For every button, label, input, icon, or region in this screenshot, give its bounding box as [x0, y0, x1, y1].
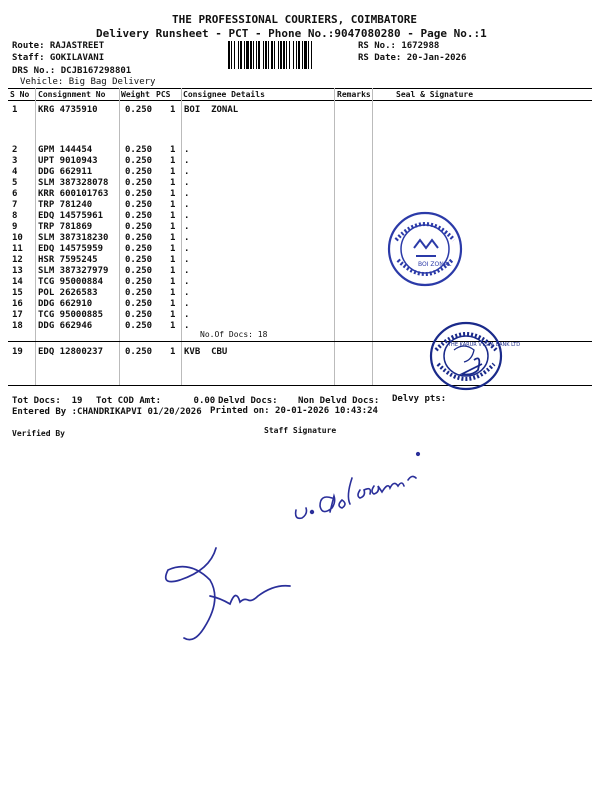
row-pcs: 1	[170, 211, 176, 221]
col-pcs: PCS	[156, 90, 171, 99]
row-sno: 4	[12, 167, 18, 177]
row-sno: 3	[12, 156, 18, 166]
row-sno: 5	[12, 178, 18, 188]
table-row	[0, 321, 600, 332]
row-consignment-no: DDG 662946	[38, 321, 93, 331]
row-consignment-no: KRR 600101763	[38, 189, 109, 199]
row-consignment-no: DDG 662910	[38, 299, 93, 309]
company-title: THE PROFESSIONAL COURIERS, COIMBATORE	[172, 13, 418, 26]
row-sno: 6	[12, 189, 18, 199]
row-weight: 0.250	[125, 233, 153, 243]
verified-by-label: Verified By	[12, 429, 65, 438]
table-row	[0, 233, 600, 244]
staff-label: Staff: GOKILAVANI	[12, 53, 105, 63]
table-row	[0, 255, 600, 266]
non-delivered-docs: Non Delvd Docs:	[298, 396, 380, 406]
row-consignee: .	[184, 211, 190, 221]
printed-on: Printed on: 20-01-2026 10:43:24	[210, 406, 378, 416]
col-sno: S No	[10, 90, 30, 99]
row-weight: 0.250	[125, 288, 153, 298]
row-consignee: .	[184, 244, 190, 254]
row-consignee: .	[184, 189, 190, 199]
table-row	[0, 222, 600, 233]
row-consignment-no: TRP 781240	[38, 200, 93, 210]
row-consignment-no: UPT 9010943	[38, 156, 98, 166]
table-row	[0, 277, 600, 288]
row-pcs: 1	[170, 347, 176, 357]
row-sno: 12	[12, 255, 23, 265]
row-weight: 0.250	[125, 200, 153, 210]
table-row	[0, 105, 600, 116]
row-sno: 16	[12, 299, 23, 309]
row-consignee: .	[184, 266, 190, 276]
row-consignee: .	[184, 156, 190, 166]
svg-text:BOI ZONAL: BOI ZONAL	[418, 261, 452, 268]
bank-stamp-boi	[386, 210, 464, 288]
row-pcs: 1	[170, 321, 176, 331]
table-row	[0, 156, 600, 167]
table-row	[0, 288, 600, 299]
delivered-docs: Delvd Docs:	[218, 396, 278, 406]
row-pcs: 1	[170, 222, 176, 232]
row-sno: 9	[12, 222, 18, 232]
row-consignee: .	[184, 222, 190, 232]
row-weight: 0.250	[125, 156, 153, 166]
row-consignment-no: EDQ 14575961	[38, 211, 104, 221]
rs-date: RS Date: 20-Jan-2026	[358, 53, 467, 63]
row-consignment-no: TCG 95000885	[38, 310, 104, 320]
row-weight: 0.250	[125, 105, 153, 115]
delivery-points: Delvy pts:	[392, 394, 447, 404]
row-pcs: 1	[170, 244, 176, 254]
table-row	[0, 167, 600, 178]
row-consignee: .	[184, 233, 190, 243]
route-label: Route: RAJASTREET	[12, 41, 105, 51]
table-row	[0, 178, 600, 189]
row-consignee: .	[184, 178, 190, 188]
row-consignment-no: SLM 387318230	[38, 233, 109, 243]
row-weight: 0.250	[125, 277, 153, 287]
row-pcs: 1	[170, 255, 176, 265]
row-sno: 11	[12, 244, 23, 254]
table-row	[0, 244, 600, 255]
row-sno: 18	[12, 321, 23, 331]
table-row	[0, 145, 600, 156]
col-consignee: Consignee Details	[183, 90, 265, 99]
table-row	[0, 310, 600, 321]
row-weight: 0.250	[125, 189, 153, 199]
table-row	[0, 189, 600, 200]
bank-stamp-kvb	[428, 320, 521, 392]
row-weight: 0.250	[125, 211, 153, 221]
col-seal: Seal & Signature	[396, 90, 474, 99]
row-weight: 0.250	[125, 167, 153, 177]
row-sno: 13	[12, 266, 23, 276]
row-sno: 15	[12, 288, 23, 298]
barcode-image	[228, 41, 356, 69]
row-pcs: 1	[170, 277, 176, 287]
row-sno: 7	[12, 200, 18, 210]
no-of-docs: No.Of Docs: 18	[200, 330, 268, 339]
row-consignment-no: POL 2626583	[38, 288, 98, 298]
row-consignee: KVB CBU	[184, 347, 228, 357]
svg-text:THE KARUR VYSYA BANK LTD: THE KARUR VYSYA BANK LTD	[448, 342, 521, 348]
row-consignee: .	[184, 200, 190, 210]
row-weight: 0.250	[125, 178, 153, 188]
row-consignee: .	[184, 167, 190, 177]
row-consignee: .	[184, 299, 190, 309]
row-consignee: .	[184, 288, 190, 298]
row-weight: 0.250	[125, 244, 153, 254]
table-row	[0, 211, 600, 222]
row-sno: 19	[12, 347, 23, 357]
col-remarks: Remarks	[337, 90, 371, 99]
row-consignee: .	[184, 277, 190, 287]
row-sno: 8	[12, 211, 18, 221]
row-consignee: .	[184, 321, 190, 331]
table-row	[0, 299, 600, 310]
row-pcs: 1	[170, 299, 176, 309]
rs-number: RS No.: 1672988	[358, 41, 440, 51]
table-row	[0, 200, 600, 211]
row-sno: 1	[12, 105, 18, 115]
row-consignee: .	[184, 310, 190, 320]
row-weight: 0.250	[125, 321, 153, 331]
row-consignment-no: TCG 95000884	[38, 277, 104, 287]
row-pcs: 1	[170, 156, 176, 166]
row-weight: 0.250	[125, 145, 153, 155]
table-row	[0, 266, 600, 277]
col-consignment: Consignment No	[38, 90, 106, 99]
drs-number: DRS No.: DCJB167298801	[12, 66, 132, 76]
entered-by: Entered By :CHANDRIKAPVI 01/20/2026	[12, 407, 202, 417]
staff-signature-handwriting	[290, 440, 440, 530]
row-consignment-no: DDG 662911	[38, 167, 93, 177]
row-consignment-no: EDQ 12800237	[38, 347, 104, 357]
row-weight: 0.250	[125, 255, 153, 265]
row-weight: 0.250	[125, 299, 153, 309]
row-consignee: .	[184, 145, 190, 155]
row-weight: 0.250	[125, 222, 153, 232]
row-consignee: BOI ZONAL	[184, 105, 239, 115]
total-cod: Tot COD Amt: 0.00	[96, 396, 216, 406]
row-consignment-no: SLM 387327979	[38, 266, 109, 276]
row-consignment-no: SLM 387328078	[38, 178, 109, 188]
row-pcs: 1	[170, 167, 176, 177]
row-consignment-no: KRG 4735910	[38, 105, 98, 115]
row-pcs: 1	[170, 105, 176, 115]
total-docs: Tot Docs: 19	[12, 396, 83, 406]
row-sno: 10	[12, 233, 23, 243]
row-pcs: 1	[170, 145, 176, 155]
row-pcs: 1	[170, 189, 176, 199]
row-sno: 2	[12, 145, 18, 155]
vehicle-label: Vehicle: Big Bag Delivery	[20, 77, 156, 87]
row-consignment-no: EDQ 14575959	[38, 244, 104, 254]
row-consignment-no: GPM 144454	[38, 145, 93, 155]
row-consignee: .	[184, 255, 190, 265]
row-weight: 0.250	[125, 266, 153, 276]
row-pcs: 1	[170, 288, 176, 298]
table-row	[0, 347, 600, 358]
staff-signature-label: Staff Signature	[264, 426, 337, 435]
row-pcs: 1	[170, 310, 176, 320]
row-consignment-no: TRP 781869	[38, 222, 93, 232]
runsheet-subtitle: Delivery Runsheet - PCT - Phone No.:9047080280 - Page No.:1	[96, 27, 487, 40]
row-pcs: 1	[170, 200, 176, 210]
col-weight: Weight	[121, 90, 150, 99]
row-weight: 0.250	[125, 310, 153, 320]
row-consignment-no: HSR 7595245	[38, 255, 98, 265]
verifier-signature-handwriting	[160, 540, 300, 650]
row-weight: 0.250	[125, 347, 153, 357]
row-pcs: 1	[170, 266, 176, 276]
row-pcs: 1	[170, 233, 176, 243]
row-sno: 14	[12, 277, 23, 287]
row-sno: 17	[12, 310, 23, 320]
row-pcs: 1	[170, 178, 176, 188]
